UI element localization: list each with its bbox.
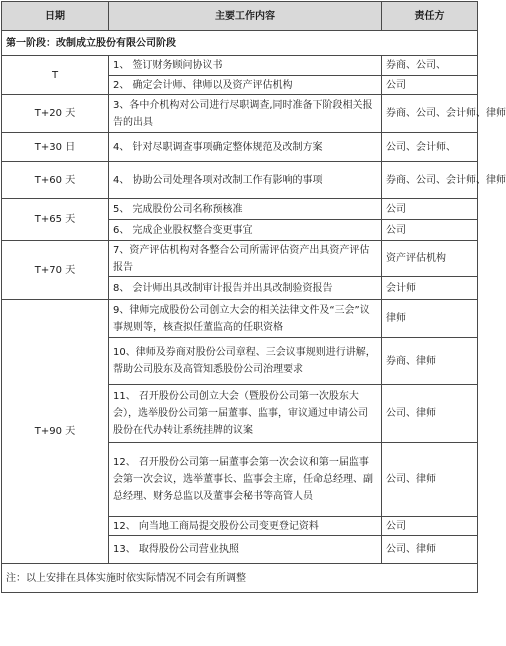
header-row (2, 2, 478, 31)
note-row (2, 564, 478, 593)
task-cell: 4、 针对尽职调查事项确定整体规范及改制方案 (109, 133, 382, 162)
owner-cell: 公司 (382, 199, 478, 220)
date-cell: T+70 天 (2, 241, 109, 300)
owner-cell: 公司 (382, 517, 478, 536)
owner-cell: 公司 (382, 220, 478, 241)
owner-cell: 券商、律师 (382, 338, 478, 385)
task-cell: 5、 完成股份公司名称预核准 (109, 199, 382, 220)
table-row (2, 241, 478, 277)
header-task: 主要工作内容 (109, 2, 382, 31)
footnote: 注：以上安排在具体实施时依实际情况不同会有所调整 (2, 564, 478, 593)
stage-title: 第一阶段：改制成立股份有限公司阶段 (2, 31, 478, 56)
task-cell: 13、 取得股份公司营业执照 (109, 536, 382, 564)
task-cell: 1、 签订财务顾问协议书 (109, 56, 382, 76)
owner-cell: 资产评估机构 (382, 241, 478, 277)
table-row (2, 300, 478, 338)
date-cell: T+30 日 (2, 133, 109, 162)
date-cell: T+60 天 (2, 162, 109, 199)
task-cell: 12、 召开股份公司第一届董事会第一次会议和第一届监事会第一次会议，选举董事长、监事会主席，任命总经理、副总经理、财务总监以及董事会秘书等高管人员 (109, 443, 382, 517)
table-row (2, 162, 478, 199)
task-cell: 11、 召开股份公司创立大会（暨股份公司第一次股东大会），选举股份公司第一届董事、监事，审议通过申请公司股份在代办转让系统挂牌的议案 (109, 385, 382, 443)
owner-cell: 律师 (382, 300, 478, 338)
owner-cell: 券商、公司、 (382, 56, 478, 76)
owner-cell: 公司、律师 (382, 536, 478, 564)
table-row (2, 133, 478, 162)
owner-cell: 券商、公司、会计师、律师 (382, 95, 478, 133)
date-cell: T (2, 56, 109, 95)
header-date: 日期 (2, 2, 109, 31)
schedule-table (1, 1, 506, 593)
owner-cell: 公司、律师 (382, 443, 478, 517)
task-cell: 10、律师及券商对股份公司章程、三会议事规则进行讲解，帮助公司股东及高管知悉股份公司治理要求 (109, 338, 382, 385)
stage-row (2, 31, 478, 56)
task-cell: 3、各中介机构对公司进行尽职调查,同时准备下阶段相关报告的出具 (109, 95, 382, 133)
owner-cell: 券商、公司、会计师、律师 (382, 162, 478, 199)
owner-cell: 公司 (382, 76, 478, 95)
task-cell: 7、资产评估机构对各整合公司所需评估资产出具资产评估报告 (109, 241, 382, 277)
task-cell: 6、 完成企业股权整合变更事宜 (109, 220, 382, 241)
task-cell: 2、 确定会计师、律师以及资产评估机构 (109, 76, 382, 95)
table-row (2, 95, 478, 133)
task-cell: 4、 协助公司处理各项对改制工作有影响的事项 (109, 162, 382, 199)
date-cell: T+20 天 (2, 95, 109, 133)
date-cell: T+65 天 (2, 199, 109, 241)
date-cell: T+90 天 (2, 300, 109, 564)
header-owner: 责任方 (382, 2, 478, 31)
table-row (2, 199, 478, 220)
task-cell: 12、 向当地工商局提交股份公司变更登记资料 (109, 517, 382, 536)
table-row (2, 56, 478, 76)
task-cell: 9、律师完成股份公司创立大会的相关法律文件及“三会”议事规则等，核查拟任董监高的任职资格 (109, 300, 382, 338)
task-cell: 8、 会计师出具改制审计报告并出具改制验资报告 (109, 277, 382, 300)
owner-cell: 公司、会计师、 (382, 133, 478, 162)
owner-cell: 会计师 (382, 277, 478, 300)
owner-cell: 公司、律师 (382, 385, 478, 443)
